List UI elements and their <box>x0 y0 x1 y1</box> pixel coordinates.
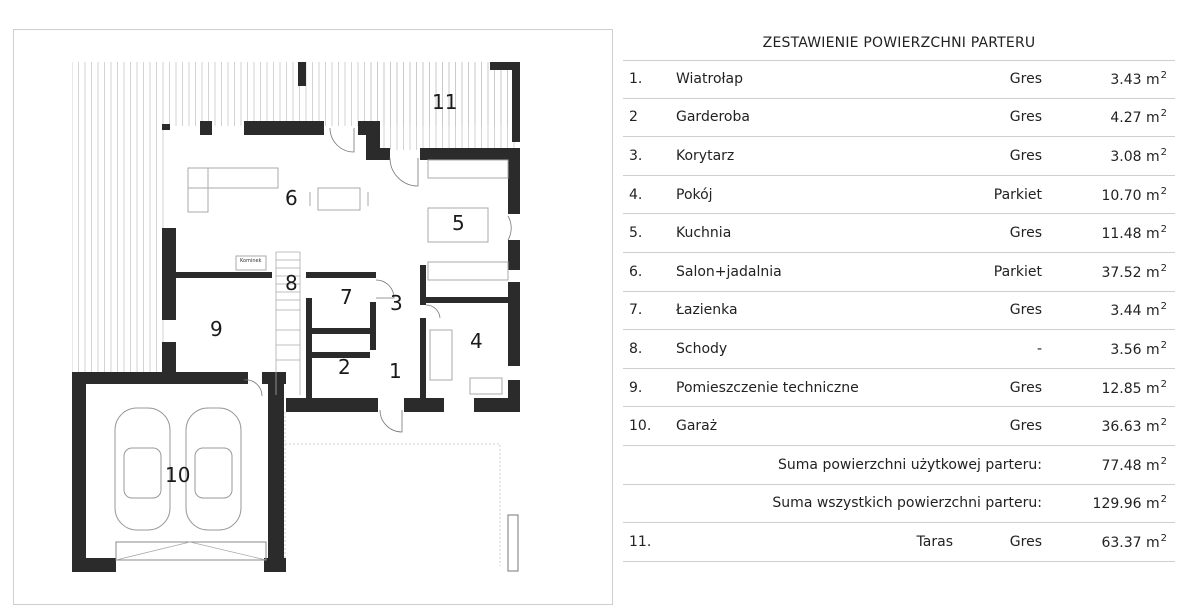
floor-material: Gres <box>1009 147 1042 164</box>
row-number: 10. <box>629 418 652 435</box>
room-area: 11.48 $m^2$ <box>1101 224 1167 243</box>
sum-all-area: 129.96 $m^2$ <box>1092 494 1167 513</box>
floor-material: Gres <box>1009 71 1042 88</box>
floor-material: Gres <box>1009 302 1042 319</box>
room-area: 37.52 $m^2$ <box>1101 262 1167 281</box>
row-number: 4. <box>629 186 643 203</box>
room-area: 3.08 $m^2$ <box>1110 146 1167 165</box>
floor-material: - <box>1036 340 1042 357</box>
floor-material: Gres <box>1009 109 1042 126</box>
row-number: 6. <box>629 263 643 280</box>
terrace-area: 63.37 $m^2$ <box>1101 532 1167 551</box>
table-row <box>623 407 1175 446</box>
label-room-11: 11 <box>432 90 458 114</box>
table-row <box>623 369 1175 408</box>
table-row <box>623 292 1175 331</box>
sum-all-label: Suma wszystkich powierzchni parteru: <box>772 495 1042 512</box>
room-area: 3.43 $m^2$ <box>1110 70 1167 89</box>
row-number: 8. <box>629 340 643 357</box>
table-row <box>623 60 1175 99</box>
terrace-row <box>623 523 1175 562</box>
label-room-10: 10 <box>165 463 191 487</box>
sum-usable-label: Suma powierzchni użytkowej parteru: <box>778 456 1042 473</box>
sum-all-row <box>623 485 1175 524</box>
row-number: 7. <box>629 302 643 319</box>
driveway-outline <box>285 412 500 566</box>
label-room-1: 1 <box>389 359 402 383</box>
room-name: Garderoba <box>676 109 750 126</box>
room-name: Garaż <box>676 418 718 435</box>
sum-usable-row <box>623 446 1175 485</box>
room-area: 12.85 $m^2$ <box>1101 378 1167 397</box>
table-rows <box>623 60 1175 446</box>
floor-material: Gres <box>1009 418 1042 435</box>
sum-usable-area: 77.48 $m^2$ <box>1101 455 1167 474</box>
label-room-5: 5 <box>452 211 465 235</box>
room-area: 3.56 $m^2$ <box>1110 339 1167 358</box>
row-number: 2 <box>629 109 638 126</box>
terrace-material: Gres <box>1009 533 1042 550</box>
area-table <box>623 30 1175 562</box>
room-name: Salon+jadalnia <box>676 263 782 280</box>
table-row <box>623 330 1175 369</box>
room-area: 36.63 $m^2$ <box>1101 417 1167 436</box>
room-name: Korytarz <box>676 147 735 164</box>
room-name: Kuchnia <box>676 225 732 242</box>
terrace-name: Taras <box>916 533 953 550</box>
label-room-7: 7 <box>340 285 353 309</box>
room-area: 3.44 $m^2$ <box>1110 301 1167 320</box>
gate-post <box>508 515 518 571</box>
floor-material: Gres <box>1009 225 1042 242</box>
row-number: 5. <box>629 225 643 242</box>
room-name: Schody <box>676 340 728 357</box>
table-title: ZESTAWIENIE POWIERZCHNI PARTERU <box>762 35 1036 51</box>
fireplace-label: Kominek <box>240 258 262 264</box>
label-room-9: 9 <box>210 317 223 341</box>
table-row <box>623 176 1175 215</box>
label-room-4: 4 <box>470 329 483 353</box>
room-area: 10.70 $m^2$ <box>1101 185 1167 204</box>
terrace-num: 11. <box>629 533 652 550</box>
room-name: Wiatrołap <box>676 71 743 88</box>
floor-material: Parkiet <box>993 186 1042 203</box>
room-area: 4.27 $m^2$ <box>1110 108 1167 127</box>
room-name: Pokój <box>676 186 713 203</box>
table-row <box>623 253 1175 292</box>
room-name: Pomieszczenie techniczne <box>676 379 859 396</box>
label-room-2: 2 <box>338 355 351 379</box>
table-row <box>623 137 1175 176</box>
row-number: 9. <box>629 379 643 396</box>
row-number: 3. <box>629 147 643 164</box>
floor-material: Gres <box>1009 379 1042 396</box>
table-row <box>623 214 1175 253</box>
room-name: Łazienka <box>676 302 738 319</box>
label-room-3: 3 <box>390 291 403 315</box>
label-room-6: 6 <box>285 186 298 210</box>
row-number: 1. <box>629 71 643 88</box>
table-row <box>623 99 1175 138</box>
label-room-8: 8 <box>285 271 298 295</box>
floor-material: Parkiet <box>993 263 1042 280</box>
